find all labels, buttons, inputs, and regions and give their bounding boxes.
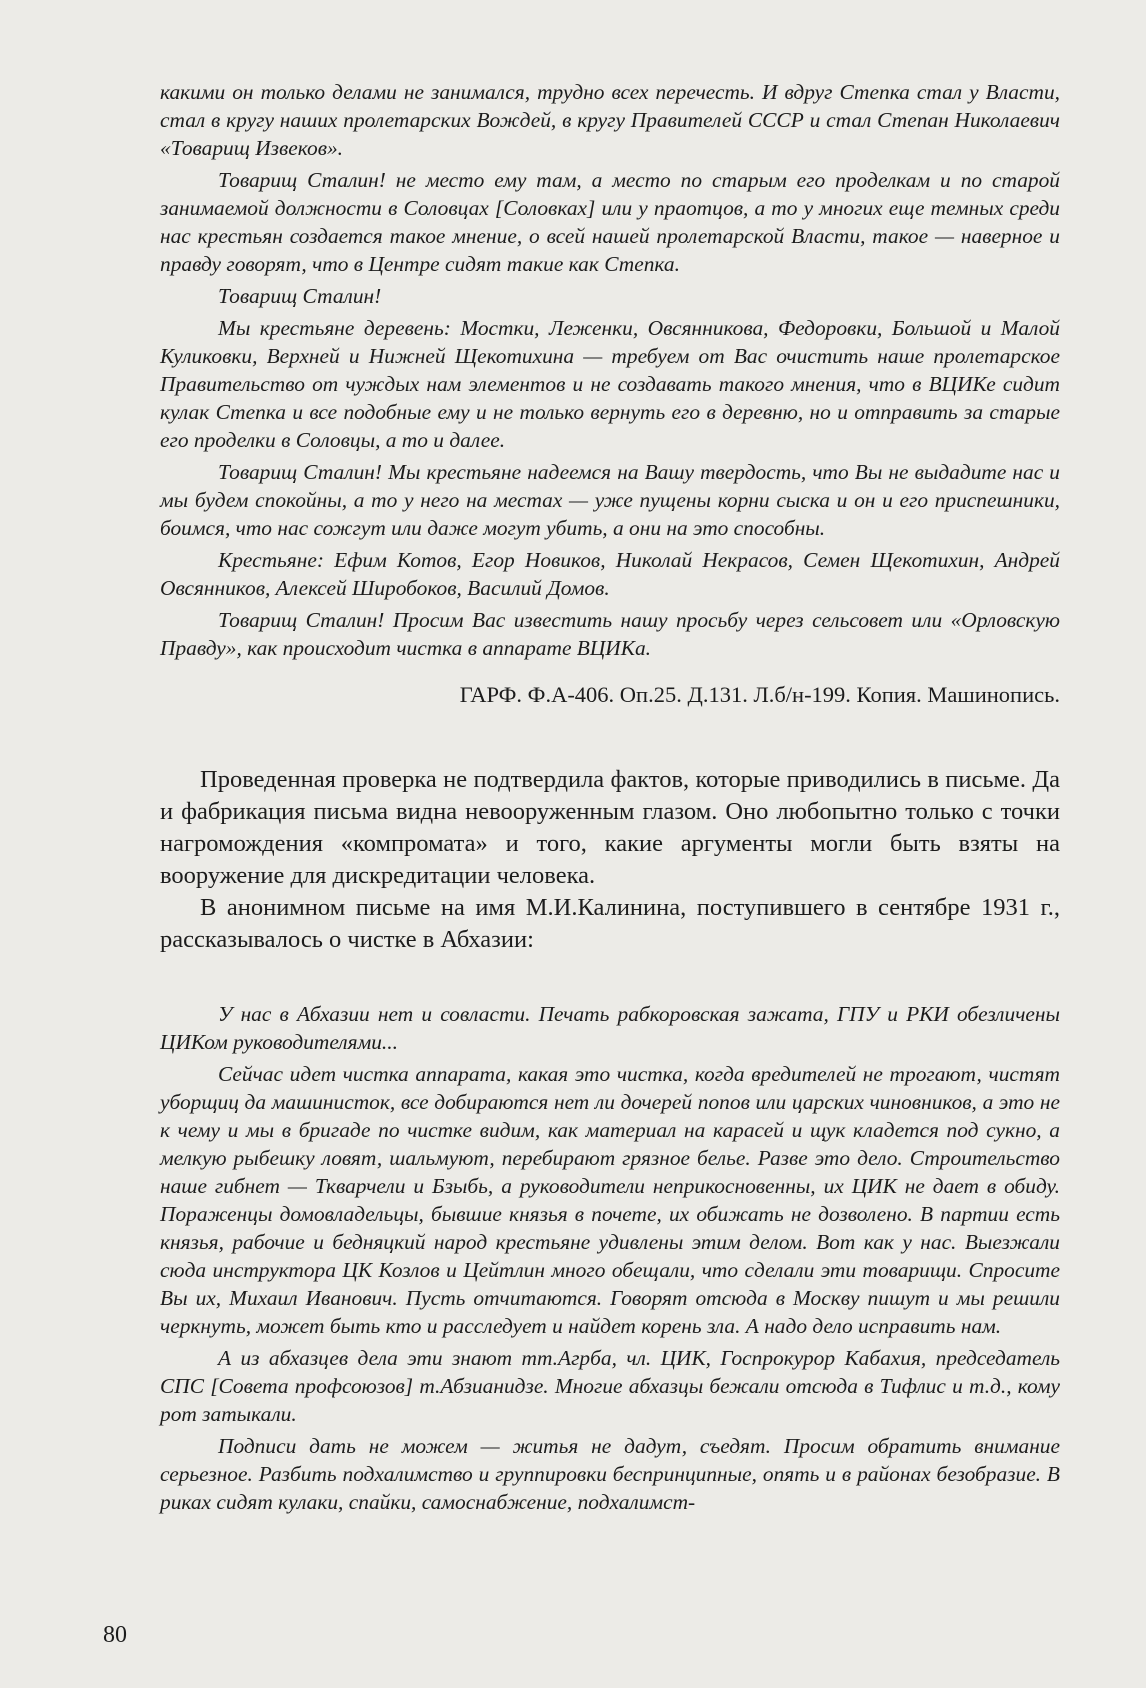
- letter-paragraph: Товарищ Сталин! Мы крестьяне надеемся на Вашу твердость, что Вы не выдадите нас и мы будем спокойны, а то у него на местах — уже пущены корни сыска и он и его приспешники, боимся, что нас сожгут или даже могут убить, а они на это способны.: [160, 460, 1060, 540]
- commentary-text: [160, 764, 1060, 956]
- letter-paragraph: Подписи дать не можем — житья не дадут, съедят. Просим обратить внимание серьезное. Разбить подхалимство и группировки беспринципные, опять и в районах безобразие. В риках сидят кулаки, спайки, самоснабжение, подхалимст-: [160, 1434, 1060, 1514]
- body-paragraph: Проведенная проверка не подтвердила фактов, которые приводились в письме. Да и фабрикация письма видна невооруженным глазом. Оно любопытно только с точки нагромождения «компромата» и того, какие аргументы могли быть взяты на вооружение для дискредитации человека.: [160, 766, 1060, 889]
- letter-paragraph: Товарищ Сталин! не место ему там, а место по старым его проделкам и по старой занимаемой должности в Соловцах [Соловках] или у праотцов, а то у многих еще темных среди нас крестьян создается такое мнение, о всей нашей пролетарской Власти, такое — наверное и правду говорят, что в Центре сидят такие как Степка.: [160, 168, 1060, 276]
- letter-signatories: Крестьяне: Ефим Котов, Егор Новиков, Николай Некрасов, Семен Щекотихин, Андрей Овсянников, Алексей Широбоков, Василий Домов.: [160, 548, 1060, 600]
- page-number: 80: [103, 1622, 127, 1648]
- letter-paragraph: Товарищ Сталин! Просим Вас известить нашу просьбу через сельсовет или «Орловскую Правду», как происходит чистка в аппарате ВЦИКа.: [160, 608, 1060, 660]
- archive-source-citation: ГАРФ. Ф.А-406. Оп.25. Д.131. Л.б/н-199. Копия. Машинопись.: [459, 682, 1060, 707]
- letter-paragraph: какими он только делами не занимался, трудно всех перечесть. И вдруг Степка стал у Власти, стал в кругу наших пролетарских Вождей, в кругу Правителей СССР и стал Степан Николаевич «Товарищ Извеков».: [160, 80, 1060, 160]
- letter-paragraph: Мы крестьяне деревень: Мостки, Леженки, Овсянникова, Федоровки, Большой и Малой Куликовки, Верхней и Нижней Щекотихина — требуем от Вас очистить наше пролетарское Правительство от чуждых нам элементов и не создавать такого мнения, что в ВЦИКе сидит кулак Степка и все подобные ему и не только вернуть его в деревню, но и отправить за старые его проделки в Соловцы, а то и далее.: [160, 316, 1060, 452]
- letter-paragraph: А из абхазцев дела эти знают тт.Агрба, чл. ЦИК, Госпрокурор Кабахия, председатель СПС [Совета профсоюзов] т.Абзианидзе. Многие абхазцы бежали отсюда в Тифлис и т.д., кому рот затыкали.: [160, 1346, 1060, 1426]
- letter-paragraph: Сейчас идет чистка аппарата, какая это чистка, когда вредителей не трогают, чистят уборщиц да машинисток, все добираются нет ли дочерей попов или царских чиновников, а это не к чему и мы в бригаде по чистке видим, как материал на карасей и щук кладется под сукно, а мелкую рыбешку ловят, шальмуют, перебирают грязное белье. Разве это дело. Строительство наше гибнет — Ткварчели и Бзыбь, а руководители неприкосновенны, их ЦИК не дает в обиду. Пораженцы домовладельцы, бывшие князья в почете, их обижать не дозволено. В партии есть князья, рабочие и бедняцкий народ крестьяне удивлены этим делом. Вот как у нас. Выезжали сюда инструктора ЦК Козлов и Цейтлин много обещали, что сделали эти товарищи. Спросите Вы их, Михаил Иванович. Пусть отчитаются. Говорят отсюда в Москву пишут и мы решили черкнуть, может быть кто и расследует и найдет корень зла. А надо дело исправить нам.: [160, 1062, 1060, 1338]
- letter-stalin-quote: [160, 78, 1060, 710]
- body-paragraph: В анонимном письме на имя М.И.Калинина, поступившего в сентябре 1931 г., рассказывалось о чистке в Абхазии:: [160, 894, 1060, 953]
- letter-paragraph: У нас в Абхазии нет и совласти. Печать рабкоровская зажата, ГПУ и РКИ обезличены ЦИКом руководителями...: [160, 1002, 1060, 1054]
- letter-abkhazia-quote: [160, 1000, 1060, 1516]
- letter-paragraph: Товарищ Сталин!: [218, 284, 382, 308]
